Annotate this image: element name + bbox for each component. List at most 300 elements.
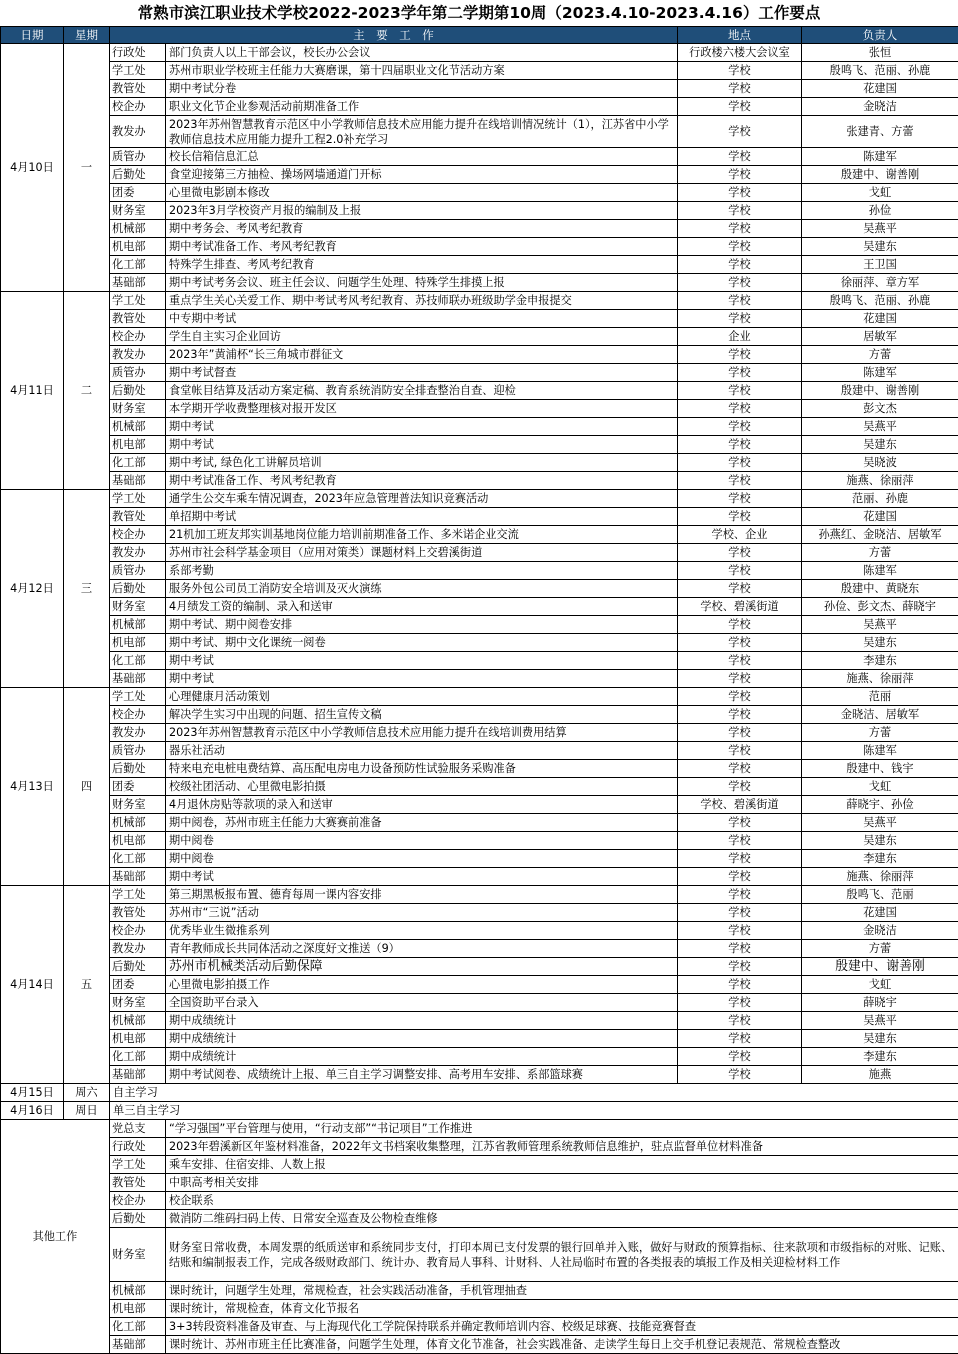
work-cell: 期中成绩统计 — [166, 1012, 678, 1030]
person-cell: 金晓洁、居敏军 — [802, 706, 958, 724]
location-cell: 学校 — [678, 148, 802, 166]
location-cell: 学校 — [678, 742, 802, 760]
person-cell: 殷建中、谢善刚 — [802, 958, 958, 976]
location-cell: 学校 — [678, 940, 802, 958]
work-cell: 期中考试准备工作、考风考纪教育 — [166, 238, 678, 256]
work-cell: 中职高考相关安排 — [166, 1174, 958, 1192]
work-cell: 自主学习 — [110, 1084, 958, 1102]
department-cell: 机械部 — [110, 1012, 166, 1030]
department-cell: 学工处 — [110, 292, 166, 310]
location-cell: 学校 — [678, 994, 802, 1012]
department-cell: 后勤处 — [110, 166, 166, 184]
location-cell: 学校 — [678, 116, 802, 148]
department-cell: 质管办 — [110, 364, 166, 382]
work-cell: 21机加工班友邦实训基地岗位能力培训前期准备工作、多米诺企业交流 — [166, 526, 678, 544]
table-row — [1, 742, 958, 760]
work-cell: 服务外包公司员工消防安全培训及灭火演练 — [166, 580, 678, 598]
work-cell: 青年教师成长共同体活动之深度好文推送（9） — [166, 940, 678, 958]
day-date-cell: 4月10日 — [1, 44, 64, 292]
person-cell: 方蕾 — [802, 940, 958, 958]
table-row — [1, 98, 958, 116]
department-cell: 校企办 — [110, 922, 166, 940]
work-cell: 期中阅卷，苏州市班主任能力大赛赛前准备 — [166, 814, 678, 832]
location-cell: 学校 — [678, 98, 802, 116]
person-cell: 范丽 — [802, 688, 958, 706]
location-cell: 学校 — [678, 256, 802, 274]
table-row — [1, 184, 958, 202]
person-cell: 吴燕平 — [802, 616, 958, 634]
day-date-cell: 4月14日 — [1, 886, 64, 1084]
work-cell: 心里微电影拍摄工作 — [166, 976, 678, 994]
person-cell: 陈建军 — [802, 148, 958, 166]
person-cell: 陈建军 — [802, 364, 958, 382]
other-work-row — [1, 1174, 958, 1192]
other-work-row — [1, 1138, 958, 1156]
person-cell: 方蕾 — [802, 544, 958, 562]
work-cell: 4月绩发工资的编制、录入和送审 — [166, 598, 678, 616]
department-cell: 教管处 — [110, 80, 166, 98]
department-cell: 行政处 — [110, 1138, 166, 1156]
department-cell: 化工部 — [110, 454, 166, 472]
person-cell: 薛晓宇 — [802, 994, 958, 1012]
department-cell: 财务室 — [110, 994, 166, 1012]
department-cell: 校企办 — [110, 98, 166, 116]
location-cell: 学校 — [678, 670, 802, 688]
work-cell: 系部考勤 — [166, 562, 678, 580]
table-row — [1, 868, 958, 886]
department-cell: 财务室 — [110, 400, 166, 418]
person-cell: 吴建东 — [802, 634, 958, 652]
department-cell: 教发办 — [110, 940, 166, 958]
department-cell: 化工部 — [110, 652, 166, 670]
location-cell: 学校 — [678, 760, 802, 778]
department-cell: 机电部 — [110, 1030, 166, 1048]
table-row — [1, 688, 958, 706]
department-cell: 化工部 — [110, 1318, 166, 1336]
person-cell: 殷建中、钱宇 — [802, 760, 958, 778]
work-cell: 单招期中考试 — [166, 508, 678, 526]
person-cell: 王卫国 — [802, 256, 958, 274]
department-cell: 基础部 — [110, 274, 166, 292]
person-cell: 戈虹 — [802, 184, 958, 202]
location-cell: 企业 — [678, 328, 802, 346]
department-cell: 财务室 — [110, 796, 166, 814]
department-cell: 团委 — [110, 976, 166, 994]
work-cell: 期中考试准备工作、考风考纪教育 — [166, 472, 678, 490]
work-cell: 第三期黑板报布置、德育每周一课内容安排 — [166, 886, 678, 904]
location-cell: 学校 — [678, 922, 802, 940]
location-cell: 学校 — [678, 508, 802, 526]
department-cell: 学工处 — [110, 62, 166, 80]
person-cell: 吴燕平 — [802, 418, 958, 436]
department-cell: 团委 — [110, 184, 166, 202]
work-cell: 重点学生关心关爱工作、期中考试考风考纪教育、苏技师联办班级助学金申报提交 — [166, 292, 678, 310]
department-cell: 党总支 — [110, 1120, 166, 1138]
day-weekday-cell: 一 — [64, 44, 110, 292]
day-weekday-cell: 周六 — [64, 1084, 110, 1102]
table-row — [1, 44, 958, 62]
other-work-label: 其他工作 — [1, 1120, 110, 1354]
work-cell: 心里微电影剧本修改 — [166, 184, 678, 202]
table-row — [1, 328, 958, 346]
table-row — [1, 454, 958, 472]
table-row — [1, 418, 958, 436]
work-cell: 2023年3月学校资产月报的编制及上报 — [166, 202, 678, 220]
work-cell: 期中考试分卷 — [166, 80, 678, 98]
day-weekday-cell: 三 — [64, 490, 110, 688]
work-cell: 期中成绩统计 — [166, 1030, 678, 1048]
person-cell: 范丽、孙鹿 — [802, 490, 958, 508]
department-cell: 基础部 — [110, 670, 166, 688]
department-cell: 机电部 — [110, 634, 166, 652]
location-cell: 学校 — [678, 958, 802, 976]
person-cell: 吴燕平 — [802, 220, 958, 238]
work-cell: 微消防二维码扫码上传、日常安全巡查及公物检查维修 — [166, 1210, 958, 1228]
work-cell: 课时统计，常规检查，体育文化节报名 — [166, 1300, 958, 1318]
table-row — [1, 598, 958, 616]
work-cell: 部门负责人以上干部会议，校长办公会议 — [166, 44, 678, 62]
table-row — [1, 814, 958, 832]
department-cell: 机电部 — [110, 436, 166, 454]
other-work-row — [1, 1318, 958, 1336]
location-cell: 学校 — [678, 976, 802, 994]
person-cell: 施燕、徐丽萍 — [802, 868, 958, 886]
location-cell: 学校、碧溪街道 — [678, 598, 802, 616]
header-person: 负责人 — [802, 27, 958, 44]
department-cell: 化工部 — [110, 850, 166, 868]
location-cell: 学校 — [678, 166, 802, 184]
table-row — [1, 346, 958, 364]
work-cell: 期中考试考务会议、班主任会议、问题学生处理、特殊学生排摸上报 — [166, 274, 678, 292]
work-cell: 期中考试、期中阅卷安排 — [166, 616, 678, 634]
location-cell: 学校 — [678, 850, 802, 868]
work-cell: 2023年苏州智慧教育示范区中小学教师信息技术应用能力提升在线培训费用结算 — [166, 724, 678, 742]
person-cell: 孙俭 — [802, 202, 958, 220]
person-cell: 吴燕平 — [802, 1012, 958, 1030]
person-cell: 戈虹 — [802, 778, 958, 796]
table-row — [1, 634, 958, 652]
work-cell: 食堂帐目结算及活动方案定稿、教育系统消防安全排查整治自查、迎检 — [166, 382, 678, 400]
department-cell: 基础部 — [110, 868, 166, 886]
table-row — [1, 292, 958, 310]
person-cell: 孙俭、彭文杰、薛晓宇 — [802, 598, 958, 616]
location-cell: 学校 — [678, 814, 802, 832]
work-cell: 期中考试督查 — [166, 364, 678, 382]
person-cell: 陈建军 — [802, 562, 958, 580]
work-plan-table — [0, 26, 958, 1354]
department-cell: 后勤处 — [110, 382, 166, 400]
person-cell: 花建国 — [802, 904, 958, 922]
work-cell: 2023年”黄浦杯“长三角城市群征文 — [166, 346, 678, 364]
work-cell: 器乐社活动 — [166, 742, 678, 760]
work-cell: 2023年碧溪新区年鉴材料准备，2022年文书档案收集整理，江苏省教师管理系统教师信息维护，驻点监督单位材料准备 — [166, 1138, 958, 1156]
department-cell: 化工部 — [110, 1048, 166, 1066]
location-cell: 学校 — [678, 1030, 802, 1048]
location-cell: 学校 — [678, 418, 802, 436]
person-cell: 花建国 — [802, 80, 958, 98]
person-cell: 施燕、徐丽萍 — [802, 472, 958, 490]
day-weekday-cell: 二 — [64, 292, 110, 490]
work-cell: 期中考试 — [166, 652, 678, 670]
work-cell: 期中阅卷 — [166, 850, 678, 868]
location-cell: 学校 — [678, 886, 802, 904]
location-cell: 学校 — [678, 580, 802, 598]
page-title: 常熟市滨江职业技术学校2022-2023学年第二学期第10周（2023.4.10-2023.4.16）工作要点 — [0, 0, 958, 26]
day-date-cell: 4月15日 — [1, 1084, 64, 1102]
person-cell: 李建东 — [802, 850, 958, 868]
day-date-cell: 4月11日 — [1, 292, 64, 490]
location-cell: 学校 — [678, 868, 802, 886]
location-cell: 学校 — [678, 80, 802, 98]
table-row — [1, 1066, 958, 1084]
work-cell: 2023年苏州智慧教育示范区中小学教师信息技术应用能力提升在线培训情况统计（1），江苏省中小学教师信息技术应用能力提升工程2.0补充学习 — [166, 116, 678, 148]
person-cell: 张恒 — [802, 44, 958, 62]
department-cell: 机械部 — [110, 220, 166, 238]
person-cell: 施燕 — [802, 1066, 958, 1084]
department-cell: 学工处 — [110, 688, 166, 706]
department-cell: 机电部 — [110, 1300, 166, 1318]
work-cell: 期中考试 — [166, 436, 678, 454]
location-cell: 学校 — [678, 62, 802, 80]
department-cell: 财务室 — [110, 1228, 166, 1282]
person-cell: 吴建东 — [802, 436, 958, 454]
table-row — [1, 778, 958, 796]
other-work-row — [1, 1300, 958, 1318]
work-cell: 特来电充电桩电费结算、高压配电房电力设备预防性试验服务采购准备 — [166, 760, 678, 778]
location-cell: 学校 — [678, 724, 802, 742]
other-work-row — [1, 1192, 958, 1210]
person-cell: 薛晓宇、孙俭 — [802, 796, 958, 814]
work-cell: 中专期中考试 — [166, 310, 678, 328]
table-row — [1, 1048, 958, 1066]
table-row — [1, 310, 958, 328]
table-row — [1, 526, 958, 544]
table-row — [1, 238, 958, 256]
department-cell: 学工处 — [110, 490, 166, 508]
work-cell: 4月退休房贴等款项的录入和送审 — [166, 796, 678, 814]
work-cell: 本学期开学收费整理核对报开发区 — [166, 400, 678, 418]
location-cell: 学校 — [678, 274, 802, 292]
weekend-row — [1, 1084, 958, 1102]
person-cell: 金晓洁 — [802, 922, 958, 940]
department-cell: 校企办 — [110, 526, 166, 544]
department-cell: 机电部 — [110, 832, 166, 850]
location-cell: 学校 — [678, 454, 802, 472]
department-cell: 财务室 — [110, 202, 166, 220]
work-cell: 苏州市“三说”活动 — [166, 904, 678, 922]
location-cell: 学校 — [678, 688, 802, 706]
location-cell: 学校 — [678, 616, 802, 634]
person-cell: 居敏军 — [802, 328, 958, 346]
department-cell: 团委 — [110, 778, 166, 796]
person-cell: 殷鸣飞、范丽、孙鹿 — [802, 292, 958, 310]
table-row — [1, 382, 958, 400]
person-cell: 李建东 — [802, 652, 958, 670]
table-row — [1, 1012, 958, 1030]
location-cell: 学校 — [678, 832, 802, 850]
header-weekday: 星期 — [64, 27, 110, 44]
table-row — [1, 976, 958, 994]
department-cell: 教管处 — [110, 508, 166, 526]
person-cell: 殷建中、黄晓东 — [802, 580, 958, 598]
day-date-cell: 4月12日 — [1, 490, 64, 688]
person-cell: 张建青、方蕾 — [802, 116, 958, 148]
day-weekday-cell: 周日 — [64, 1102, 110, 1120]
header-work: 主 要 工 作 — [110, 27, 678, 44]
location-cell: 学校 — [678, 1012, 802, 1030]
department-cell: 行政处 — [110, 44, 166, 62]
person-cell: 陈建军 — [802, 742, 958, 760]
table-row — [1, 508, 958, 526]
department-cell: 教管处 — [110, 904, 166, 922]
location-cell: 学校 — [678, 220, 802, 238]
work-cell: 期中考试 — [166, 418, 678, 436]
table-row — [1, 940, 958, 958]
table-row — [1, 62, 958, 80]
other-work-row — [1, 1156, 958, 1174]
person-cell: 徐丽萍、章方军 — [802, 274, 958, 292]
work-cell: 期中考试 — [166, 868, 678, 886]
location-cell: 学校 — [678, 202, 802, 220]
table-row — [1, 958, 958, 976]
location-cell: 学校 — [678, 292, 802, 310]
work-cell: 期中阅卷 — [166, 832, 678, 850]
other-work-row — [1, 1282, 958, 1300]
header-location: 地点 — [678, 27, 802, 44]
location-cell: 学校 — [678, 904, 802, 922]
department-cell: 基础部 — [110, 1336, 166, 1354]
department-cell: 学工处 — [110, 1156, 166, 1174]
table-row — [1, 850, 958, 868]
location-cell: 学校 — [678, 436, 802, 454]
header-date: 日期 — [1, 27, 64, 44]
work-cell: 解决学生实习中出现的问题、招生宣传文稿 — [166, 706, 678, 724]
location-cell: 学校 — [678, 778, 802, 796]
department-cell: 化工部 — [110, 256, 166, 274]
location-cell: 学校 — [678, 238, 802, 256]
table-row — [1, 80, 958, 98]
department-cell: 校企办 — [110, 328, 166, 346]
table-row — [1, 274, 958, 292]
other-work-row — [1, 1228, 958, 1282]
location-cell: 行政楼六楼大会议室 — [678, 44, 802, 62]
person-cell: 殷鸣飞、范丽、孙鹿 — [802, 62, 958, 80]
department-cell: 后勤处 — [110, 1210, 166, 1228]
department-cell: 机械部 — [110, 418, 166, 436]
work-cell: 学生自主实习企业回访 — [166, 328, 678, 346]
table-row — [1, 256, 958, 274]
location-cell: 学校 — [678, 1048, 802, 1066]
day-date-cell: 4月16日 — [1, 1102, 64, 1120]
department-cell: 后勤处 — [110, 958, 166, 976]
work-cell: 财务室日常收费，本周发票的纸质送审和系统同步支付，打印本周已支付发票的银行回单并入账，做好与财政的预算指标、往来款项和市级指标的对账、记账、结账和编制报表工作，完成各级财政部门、统计办、教育局人事科、计财科、人社局临时布置的各类报表的填报工作及相关迎检材料工作 — [166, 1228, 958, 1282]
department-cell: 教发办 — [110, 116, 166, 148]
table-row — [1, 706, 958, 724]
location-cell: 学校 — [678, 382, 802, 400]
table-row — [1, 400, 958, 418]
location-cell: 学校 — [678, 544, 802, 562]
table-row — [1, 616, 958, 634]
location-cell: 学校 — [678, 346, 802, 364]
work-cell: 全国资助平台录入 — [166, 994, 678, 1012]
table-row — [1, 904, 958, 922]
location-cell: 学校 — [678, 184, 802, 202]
person-cell: 方蕾 — [802, 346, 958, 364]
table-row — [1, 1030, 958, 1048]
department-cell: 学工处 — [110, 886, 166, 904]
table-row — [1, 832, 958, 850]
table-row — [1, 220, 958, 238]
table-row — [1, 436, 958, 454]
table-row — [1, 490, 958, 508]
work-cell: 优秀毕业生微推系列 — [166, 922, 678, 940]
person-cell: 殷鸣飞、范丽 — [802, 886, 958, 904]
location-cell: 学校 — [678, 310, 802, 328]
work-cell: 食堂迎接第三方抽检、操场网墙通道门开标 — [166, 166, 678, 184]
work-cell: 期中考试, 绿色化工讲解员培训 — [166, 454, 678, 472]
other-work-row — [1, 1210, 958, 1228]
department-cell: 基础部 — [110, 1066, 166, 1084]
department-cell: 质管办 — [110, 562, 166, 580]
table-row — [1, 202, 958, 220]
work-cell: 乘车安排、住宿安排、人数上报 — [166, 1156, 958, 1174]
work-cell: 3+3转段资料准备及审查、与上海现代化工学院保持联系并确定教师培训内容、校级足球赛、技能竞赛督查 — [166, 1318, 958, 1336]
department-cell: 质管办 — [110, 148, 166, 166]
weekend-row — [1, 1102, 958, 1120]
table-row — [1, 562, 958, 580]
work-cell: 通学生公交车乘车情况调查，2023年应急管理普法知识竞赛活动 — [166, 490, 678, 508]
work-cell: 心理健康月活动策划 — [166, 688, 678, 706]
person-cell: 吴建东 — [802, 1030, 958, 1048]
work-cell: 课时统计，问题学生处理，常规检查，社会实践活动准备，手机管理抽查 — [166, 1282, 958, 1300]
person-cell: 吴燕平 — [802, 814, 958, 832]
department-cell: 后勤处 — [110, 580, 166, 598]
table-row — [1, 670, 958, 688]
department-cell: 机械部 — [110, 814, 166, 832]
work-cell: 期中考试 — [166, 670, 678, 688]
header-row — [1, 27, 958, 44]
day-weekday-cell: 四 — [64, 688, 110, 886]
work-cell: 课时统计、苏州市班主任比赛准备，问题学生处理，体育文化节准备，社会实践准备、走读学生每日上交手机登记表规范、常规检查整改 — [166, 1336, 958, 1354]
location-cell: 学校 — [678, 400, 802, 418]
table-row — [1, 724, 958, 742]
person-cell: 花建国 — [802, 310, 958, 328]
location-cell: 学校 — [678, 652, 802, 670]
department-cell: 教发办 — [110, 724, 166, 742]
work-cell: 期中考试、期中文化课统一阅卷 — [166, 634, 678, 652]
table-row — [1, 472, 958, 490]
work-cell: 苏州市机械类活动后勤保障 — [166, 958, 678, 976]
location-cell: 学校 — [678, 562, 802, 580]
table-row — [1, 580, 958, 598]
person-cell: 殷建中、谢善刚 — [802, 166, 958, 184]
location-cell: 学校 — [678, 364, 802, 382]
person-cell: 孙燕红、金晓洁、居敏军 — [802, 526, 958, 544]
table-row — [1, 652, 958, 670]
table-row — [1, 796, 958, 814]
work-cell: 期中考务会、考风考纪教育 — [166, 220, 678, 238]
department-cell: 校企办 — [110, 706, 166, 724]
work-cell: 校长信箱信息汇总 — [166, 148, 678, 166]
department-cell: 教发办 — [110, 346, 166, 364]
location-cell: 学校 — [678, 706, 802, 724]
table-row — [1, 544, 958, 562]
work-cell: 校企联系 — [166, 1192, 958, 1210]
department-cell: 机电部 — [110, 238, 166, 256]
department-cell: 后勤处 — [110, 760, 166, 778]
work-cell: 单三自主学习 — [110, 1102, 958, 1120]
table-row — [1, 364, 958, 382]
